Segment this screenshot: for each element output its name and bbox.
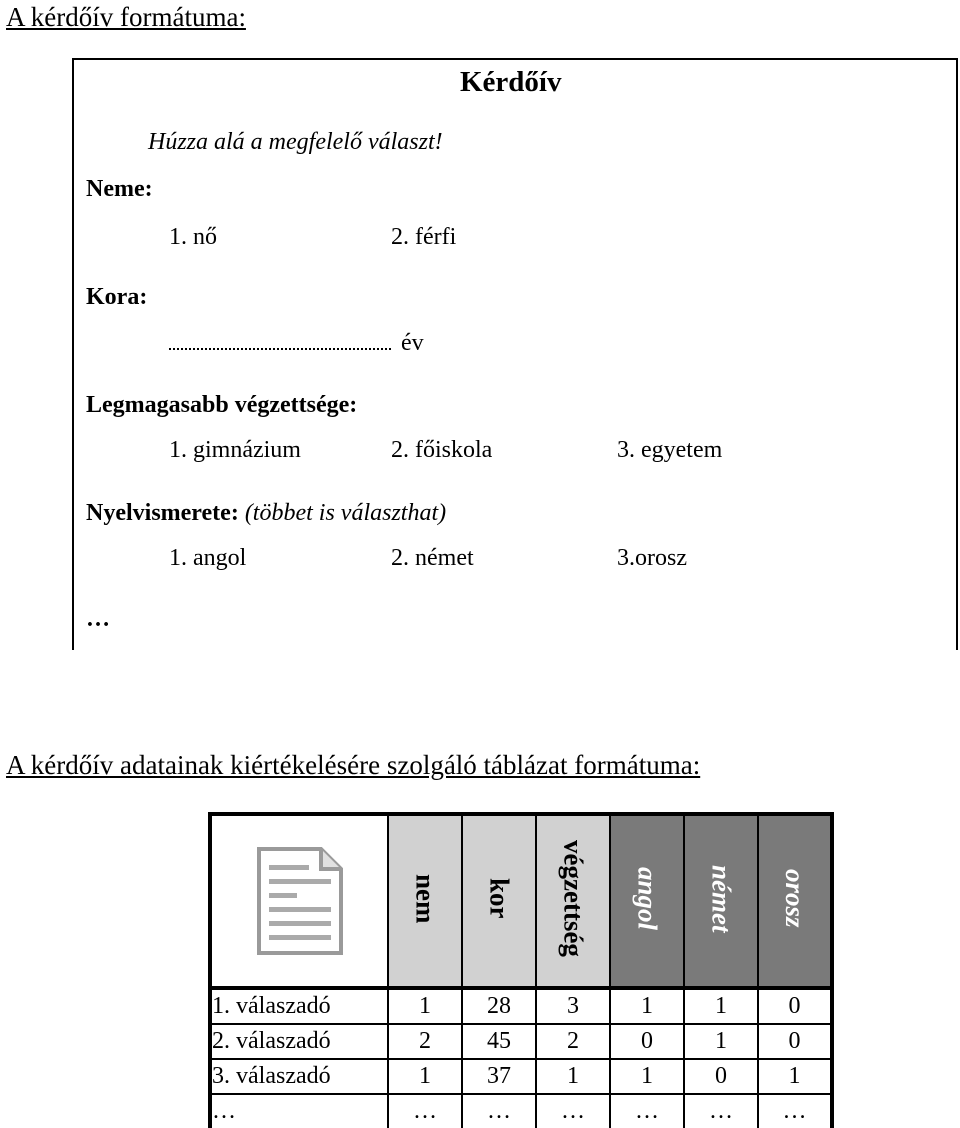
questionnaire-ellipsis: … — [86, 606, 110, 632]
section-heading-questionnaire: A kérdőív formátuma: — [6, 2, 246, 32]
gender-label: Neme: — [86, 176, 153, 202]
cell-respondent: … — [210, 1094, 388, 1128]
cell-angol: … — [610, 1094, 684, 1128]
header-label: orosz — [780, 869, 810, 928]
header-label: angol — [632, 866, 663, 931]
cell-angol: 1 — [610, 1059, 684, 1094]
header-label: német — [706, 864, 737, 933]
document-icon — [255, 845, 345, 957]
cell-nemet: 1 — [684, 1024, 758, 1059]
header-label: kor — [484, 878, 515, 919]
header-kor — [462, 814, 536, 988]
table-row — [210, 988, 832, 1024]
language-option-angol[interactable]: 1. angol — [169, 545, 247, 571]
cell-respondent: 2. válaszadó — [210, 1024, 388, 1059]
cell-nemet: 0 — [684, 1059, 758, 1094]
table-header-row — [210, 814, 832, 988]
cell-orosz: 0 — [758, 1024, 832, 1059]
age-label: Kora: — [86, 284, 148, 310]
header-nemet — [684, 814, 758, 988]
cell-angol: 1 — [610, 988, 684, 1024]
cell-nem: 1 — [388, 1059, 462, 1094]
header-nem — [388, 814, 462, 988]
education-label: Legmagasabb végzettsége: — [86, 392, 358, 418]
education-option-foiskola[interactable]: 2. főiskola — [391, 437, 493, 463]
cell-vegzettseg: … — [536, 1094, 610, 1128]
cell-vegzettseg: 2 — [536, 1024, 610, 1059]
languages-note: (többet is választhat) — [244, 500, 447, 526]
cell-angol: 0 — [610, 1024, 684, 1059]
cell-kor: 45 — [462, 1024, 536, 1059]
instruction-text: Húzza alá a megfelelő választ! — [148, 129, 443, 155]
language-option-nemet[interactable]: 2. német — [391, 545, 474, 571]
cell-nem: 2 — [388, 1024, 462, 1059]
header-label: végzettség — [558, 840, 589, 957]
cell-vegzettseg: 1 — [536, 1059, 610, 1094]
evaluation-table — [208, 812, 834, 1128]
gender-option-male[interactable]: 2. férfi — [391, 224, 457, 250]
header-vegzettseg — [536, 814, 610, 988]
languages-label: Nyelvismerete: — [86, 500, 239, 526]
age-dotted-line — [169, 330, 391, 350]
age-input-line[interactable] — [169, 330, 424, 357]
header-angol — [610, 814, 684, 988]
table-row — [210, 1024, 832, 1059]
cell-nemet: 1 — [684, 988, 758, 1024]
cell-nemet: … — [684, 1094, 758, 1128]
cell-nem: … — [388, 1094, 462, 1128]
cell-nem: 1 — [388, 988, 462, 1024]
section-heading-table: A kérdőív adatainak kiértékelésére szolgáló táblázat formátuma: — [6, 750, 701, 780]
education-option-egyetem[interactable]: 3. egyetem — [617, 437, 723, 463]
cell-vegzettseg: 3 — [536, 988, 610, 1024]
cell-kor: … — [462, 1094, 536, 1128]
education-option-gimnazium[interactable]: 1. gimnázium — [169, 437, 301, 463]
header-orosz — [758, 814, 832, 988]
cell-orosz: 1 — [758, 1059, 832, 1094]
cell-kor: 28 — [462, 988, 536, 1024]
header-icon-cell — [210, 814, 388, 988]
language-option-orosz[interactable]: 3.orosz — [617, 545, 687, 571]
languages-question — [86, 500, 446, 527]
cell-orosz: 0 — [758, 988, 832, 1024]
gender-option-female[interactable]: 1. nő — [169, 224, 217, 250]
table-row — [210, 1059, 832, 1094]
cell-kor: 37 — [462, 1059, 536, 1094]
cell-respondent: 3. válaszadó — [210, 1059, 388, 1094]
questionnaire-title: Kérdőív — [460, 66, 562, 98]
header-label: nem — [410, 873, 441, 924]
cell-orosz: … — [758, 1094, 832, 1128]
age-unit: év — [401, 330, 424, 356]
cell-respondent: 1. válaszadó — [210, 988, 388, 1024]
table-row — [210, 1094, 832, 1128]
